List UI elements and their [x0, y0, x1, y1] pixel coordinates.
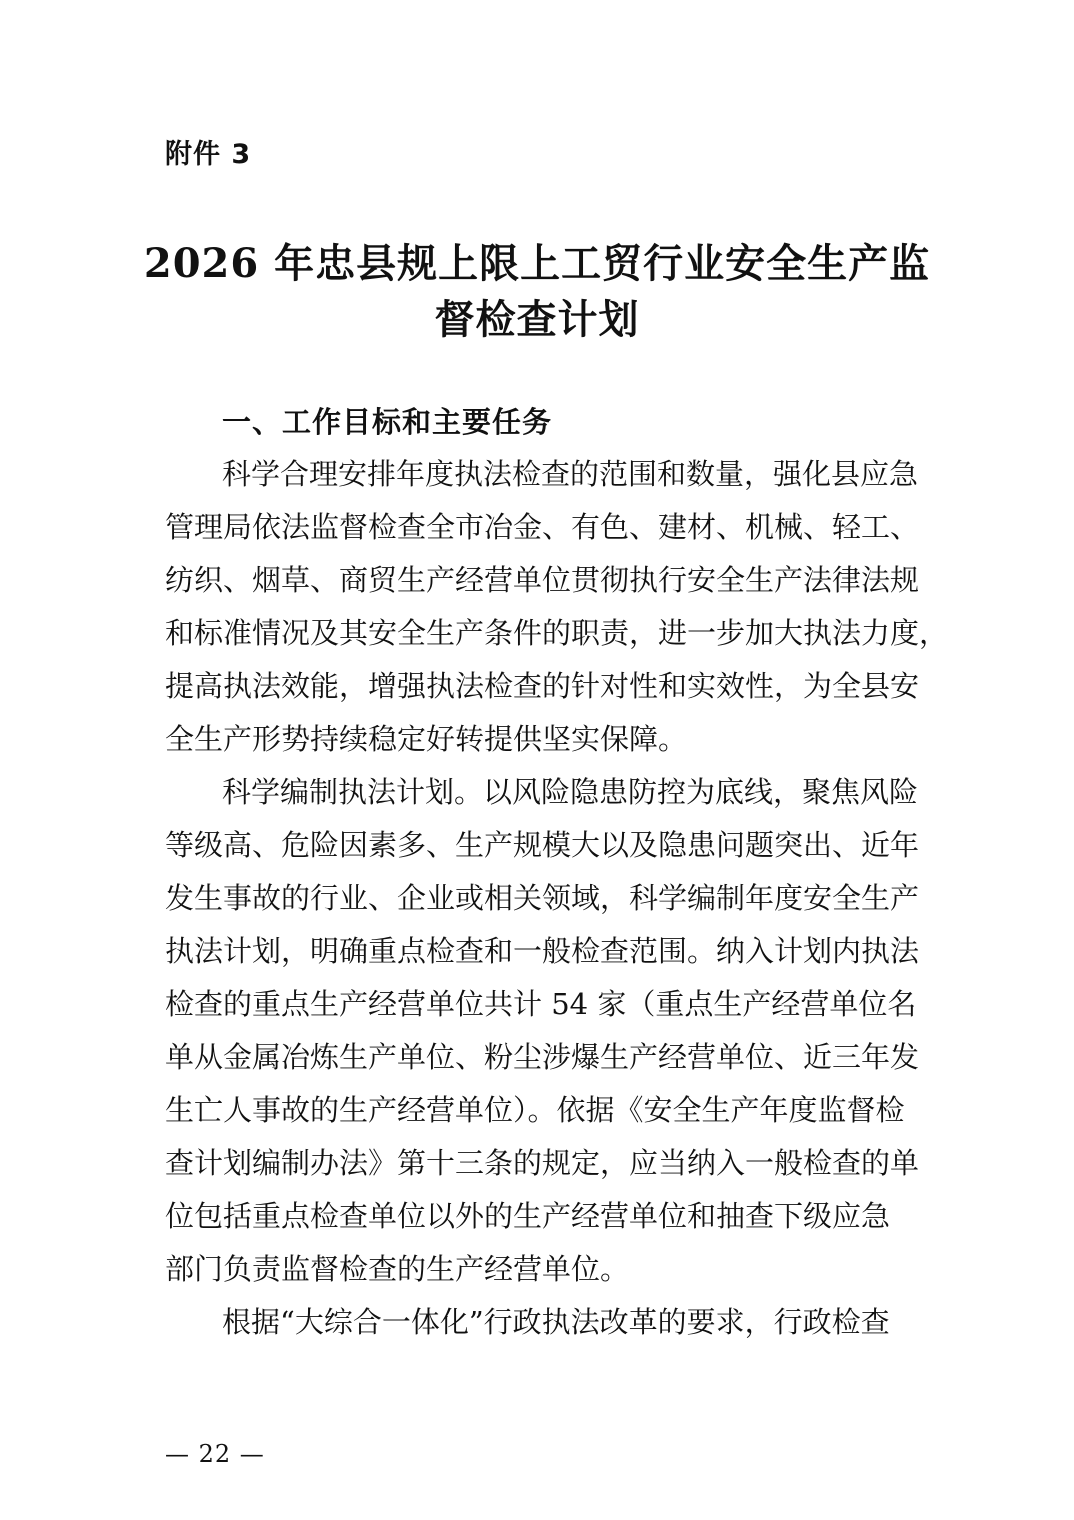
body-line: 提高执法效能，增强执法检查的针对性和实效性，为全县安	[165, 669, 920, 703]
body-line: 执法计划，明确重点检查和一般检查范围。纳入计划内执法	[165, 934, 920, 968]
body-line: 科学合理安排年度执法检查的范围和数量，强化县应急	[222, 457, 919, 491]
body-line: 纺织、烟草、商贸生产经营单位贯彻执行安全生产法律法规	[165, 563, 920, 597]
body-line: 管理局依法监督检查全市冶金、有色、建材、机械、轻工、	[165, 510, 920, 544]
body-line: 检查的重点生产经营单位共计 54 家（重点生产经营单位名	[165, 987, 917, 1021]
body-line: 生亡人事故的生产经营单位）。依据《安全生产年度监督检	[165, 1093, 905, 1127]
body-line: 等级高、危险因素多、生产规模大以及隐患问题突出、近年	[165, 828, 920, 862]
section-heading: 一、工作目标和主要任务	[222, 405, 553, 439]
body-line: 根据“大综合一体化”行政执法改革的要求，行政检查	[222, 1305, 890, 1339]
page-number: — 22 —	[165, 1440, 265, 1468]
body-line: 部门负责监督检查的生产经营单位。	[165, 1252, 630, 1286]
body-line: 发生事故的行业、企业或相关领域，科学编制年度安全生产	[165, 881, 920, 915]
document-title-line-2: 督检查计划	[434, 296, 640, 343]
body-line: 查计划编制办法》第十三条的规定，应当纳入一般检查的单	[165, 1146, 920, 1180]
body-line: 全生产形势持续稳定好转提供坚实保障。	[165, 722, 688, 756]
body-line: 单从金属冶炼生产单位、粉尘涉爆生产经营单位、近三年发	[165, 1040, 920, 1074]
body-line: 科学编制执法计划。以风险隐患防控为底线，聚焦风险	[222, 775, 919, 809]
body-line: 和标准情况及其安全生产条件的职责，进一步加大执法力度，	[165, 616, 949, 650]
attachment-label: 附件 3	[165, 139, 252, 170]
document-title-line-1: 2026 年忠县规上限上工贸行业安全生产监	[143, 240, 931, 287]
body-line: 位包括重点检查单位以外的生产经营单位和抽查下级应急	[165, 1199, 891, 1233]
